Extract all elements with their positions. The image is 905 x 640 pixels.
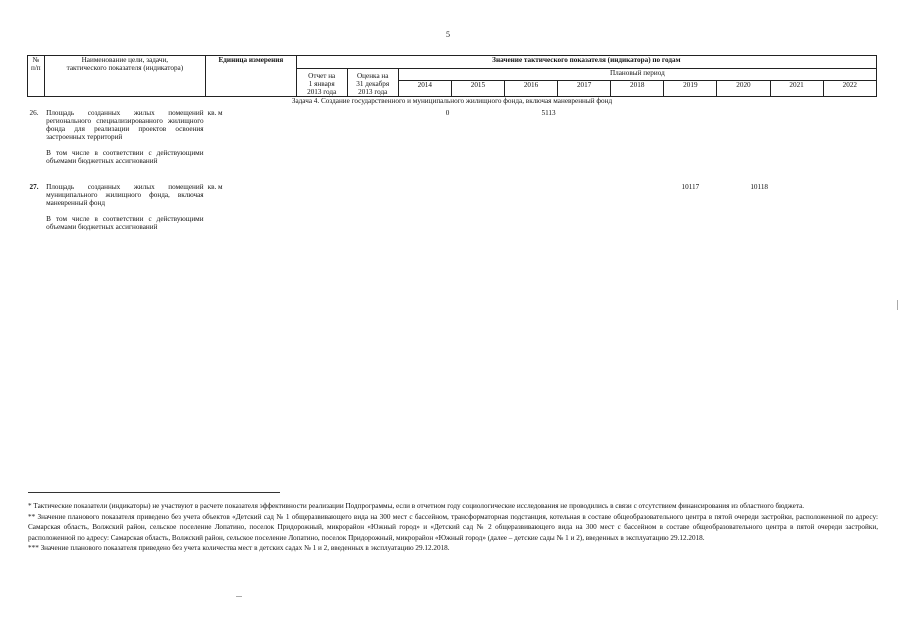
value-report — [296, 183, 347, 231]
value-2015 — [451, 183, 504, 231]
value-2016: 5113 — [541, 109, 556, 117]
header-year-2018: 2018 — [611, 80, 664, 96]
row-note: В том числе в соответствии с действующими объемами бюджетных ассигнований — [46, 149, 204, 165]
row-unit: кв. м — [207, 183, 223, 191]
row-name-cell — [44, 183, 205, 231]
value-2020: 10118 — [750, 183, 769, 191]
row-name-cell — [44, 109, 205, 183]
value-2017 — [558, 109, 611, 183]
header-unit-text: Единица измерения — [218, 56, 284, 64]
header-report — [296, 69, 347, 97]
footnotes — [28, 501, 878, 554]
header-year-2021: 2021 — [770, 80, 823, 96]
header-year-2016: 2016 — [504, 80, 557, 96]
header-unit — [206, 56, 297, 97]
row-name: Площадь созданных жилых помещений муниципального жилищного фонда, включая маневренный фонд — [46, 183, 204, 207]
indicator-table — [27, 55, 877, 231]
header-estimate-text: Оценка на 31 декабря 2013 года — [356, 72, 390, 96]
value-2019 — [664, 109, 717, 183]
footnote-divider — [28, 492, 280, 493]
header-year-2014: 2014 — [398, 80, 451, 96]
value-2019: 10117 — [681, 183, 700, 191]
header-plan-period — [398, 69, 876, 81]
scan-edge-mark — [236, 596, 242, 597]
value-2016 — [504, 183, 557, 231]
header-report-text: Отчет на 1 января 2013 года — [307, 72, 337, 96]
scan-edge-mark — [897, 300, 898, 310]
row-name: Площадь созданных жилых помещений регионального специализированного жилищного фонда для реализации проектов освоения застроенных территорий — [46, 109, 204, 141]
header-group-text: Значение тактического показателя (индикатора) по годам — [492, 56, 681, 64]
footnote-2: ** Значение планового показателя приведено без учета объектов «Детский сад № 1 общеразвивающего вида на 300 мест с бассейном, трансформаторная подстанция, котельная в составе общеобразовательного центра в пятой очереди застройки, расположенной по адресу: Самарская область, Волжский район, сельское поселение Лопатино, поселок Придорожный, микрорайон «Южный город» и «Детский сад № 2 общеразвивающего вида на 300 мест с бассейном в составе общеобразовательного центра в пятой очереди застройки, расположенной по адресу: Самарская область, Волжский район, сельское поселение Лопатино, поселок Придорожный, микрорайон «Южный город» (далее – детские сады № 1 и 2), введенных в эксплуатацию 29.12.2018. — [28, 512, 878, 542]
row-num: 27. — [29, 183, 39, 191]
table-row — [28, 109, 877, 183]
header-year-2020: 2020 — [717, 80, 770, 96]
header-name — [44, 56, 205, 97]
header-group — [296, 56, 876, 69]
header-year-2022: 2022 — [823, 80, 876, 96]
header-estimate — [347, 69, 398, 97]
table-row — [28, 183, 877, 231]
header-year-2019: 2019 — [664, 80, 717, 96]
row-num: 26. — [29, 109, 39, 117]
value-2018 — [611, 183, 664, 231]
task-row — [28, 97, 877, 110]
row-note: В том числе в соответствии с действующими объемами бюджетных ассигнований — [46, 215, 204, 231]
value-2021 — [770, 183, 823, 231]
footnote-3: *** Значение планового показателя приведено без учета количества мест в детских садах № 1 и 2, введенных в эксплуатацию 29.12.2018. — [28, 544, 450, 552]
header-year-2017: 2017 — [558, 80, 611, 96]
value-2014: 0 — [445, 109, 450, 117]
page-number: 5 — [446, 30, 450, 39]
value-report — [296, 109, 347, 183]
footnote-1: * Тактические показатели (индикаторы) не участвуют в расчете показателя эффективности реализации Подпрограммы, если в отчетном году социологические исследования не проводились в связи с отсутствием финансирования из областного бюджета. — [28, 502, 805, 510]
value-2022 — [823, 109, 876, 183]
header-plan-period-text: Плановый период — [609, 69, 665, 77]
value-estimate — [347, 183, 398, 231]
value-2020 — [717, 109, 770, 183]
row-unit: кв. м — [207, 109, 223, 117]
value-2018 — [611, 109, 664, 183]
header-year-2015: 2015 — [451, 80, 504, 96]
header-num — [28, 56, 45, 97]
value-2014 — [398, 183, 451, 231]
header-num-text: № п/п — [30, 56, 41, 72]
header-name-text: Наименование цели, задачи, тактического показателя (индикатора) — [66, 56, 184, 72]
value-estimate — [347, 109, 398, 183]
task-title: Задача 4. Создание государственного и муниципального жилищного фонда, включая маневренный фонд — [291, 97, 613, 105]
value-2021 — [770, 109, 823, 183]
value-2015 — [451, 109, 504, 183]
value-2017 — [558, 183, 611, 231]
table-header — [28, 56, 877, 97]
value-2022 — [823, 183, 876, 231]
